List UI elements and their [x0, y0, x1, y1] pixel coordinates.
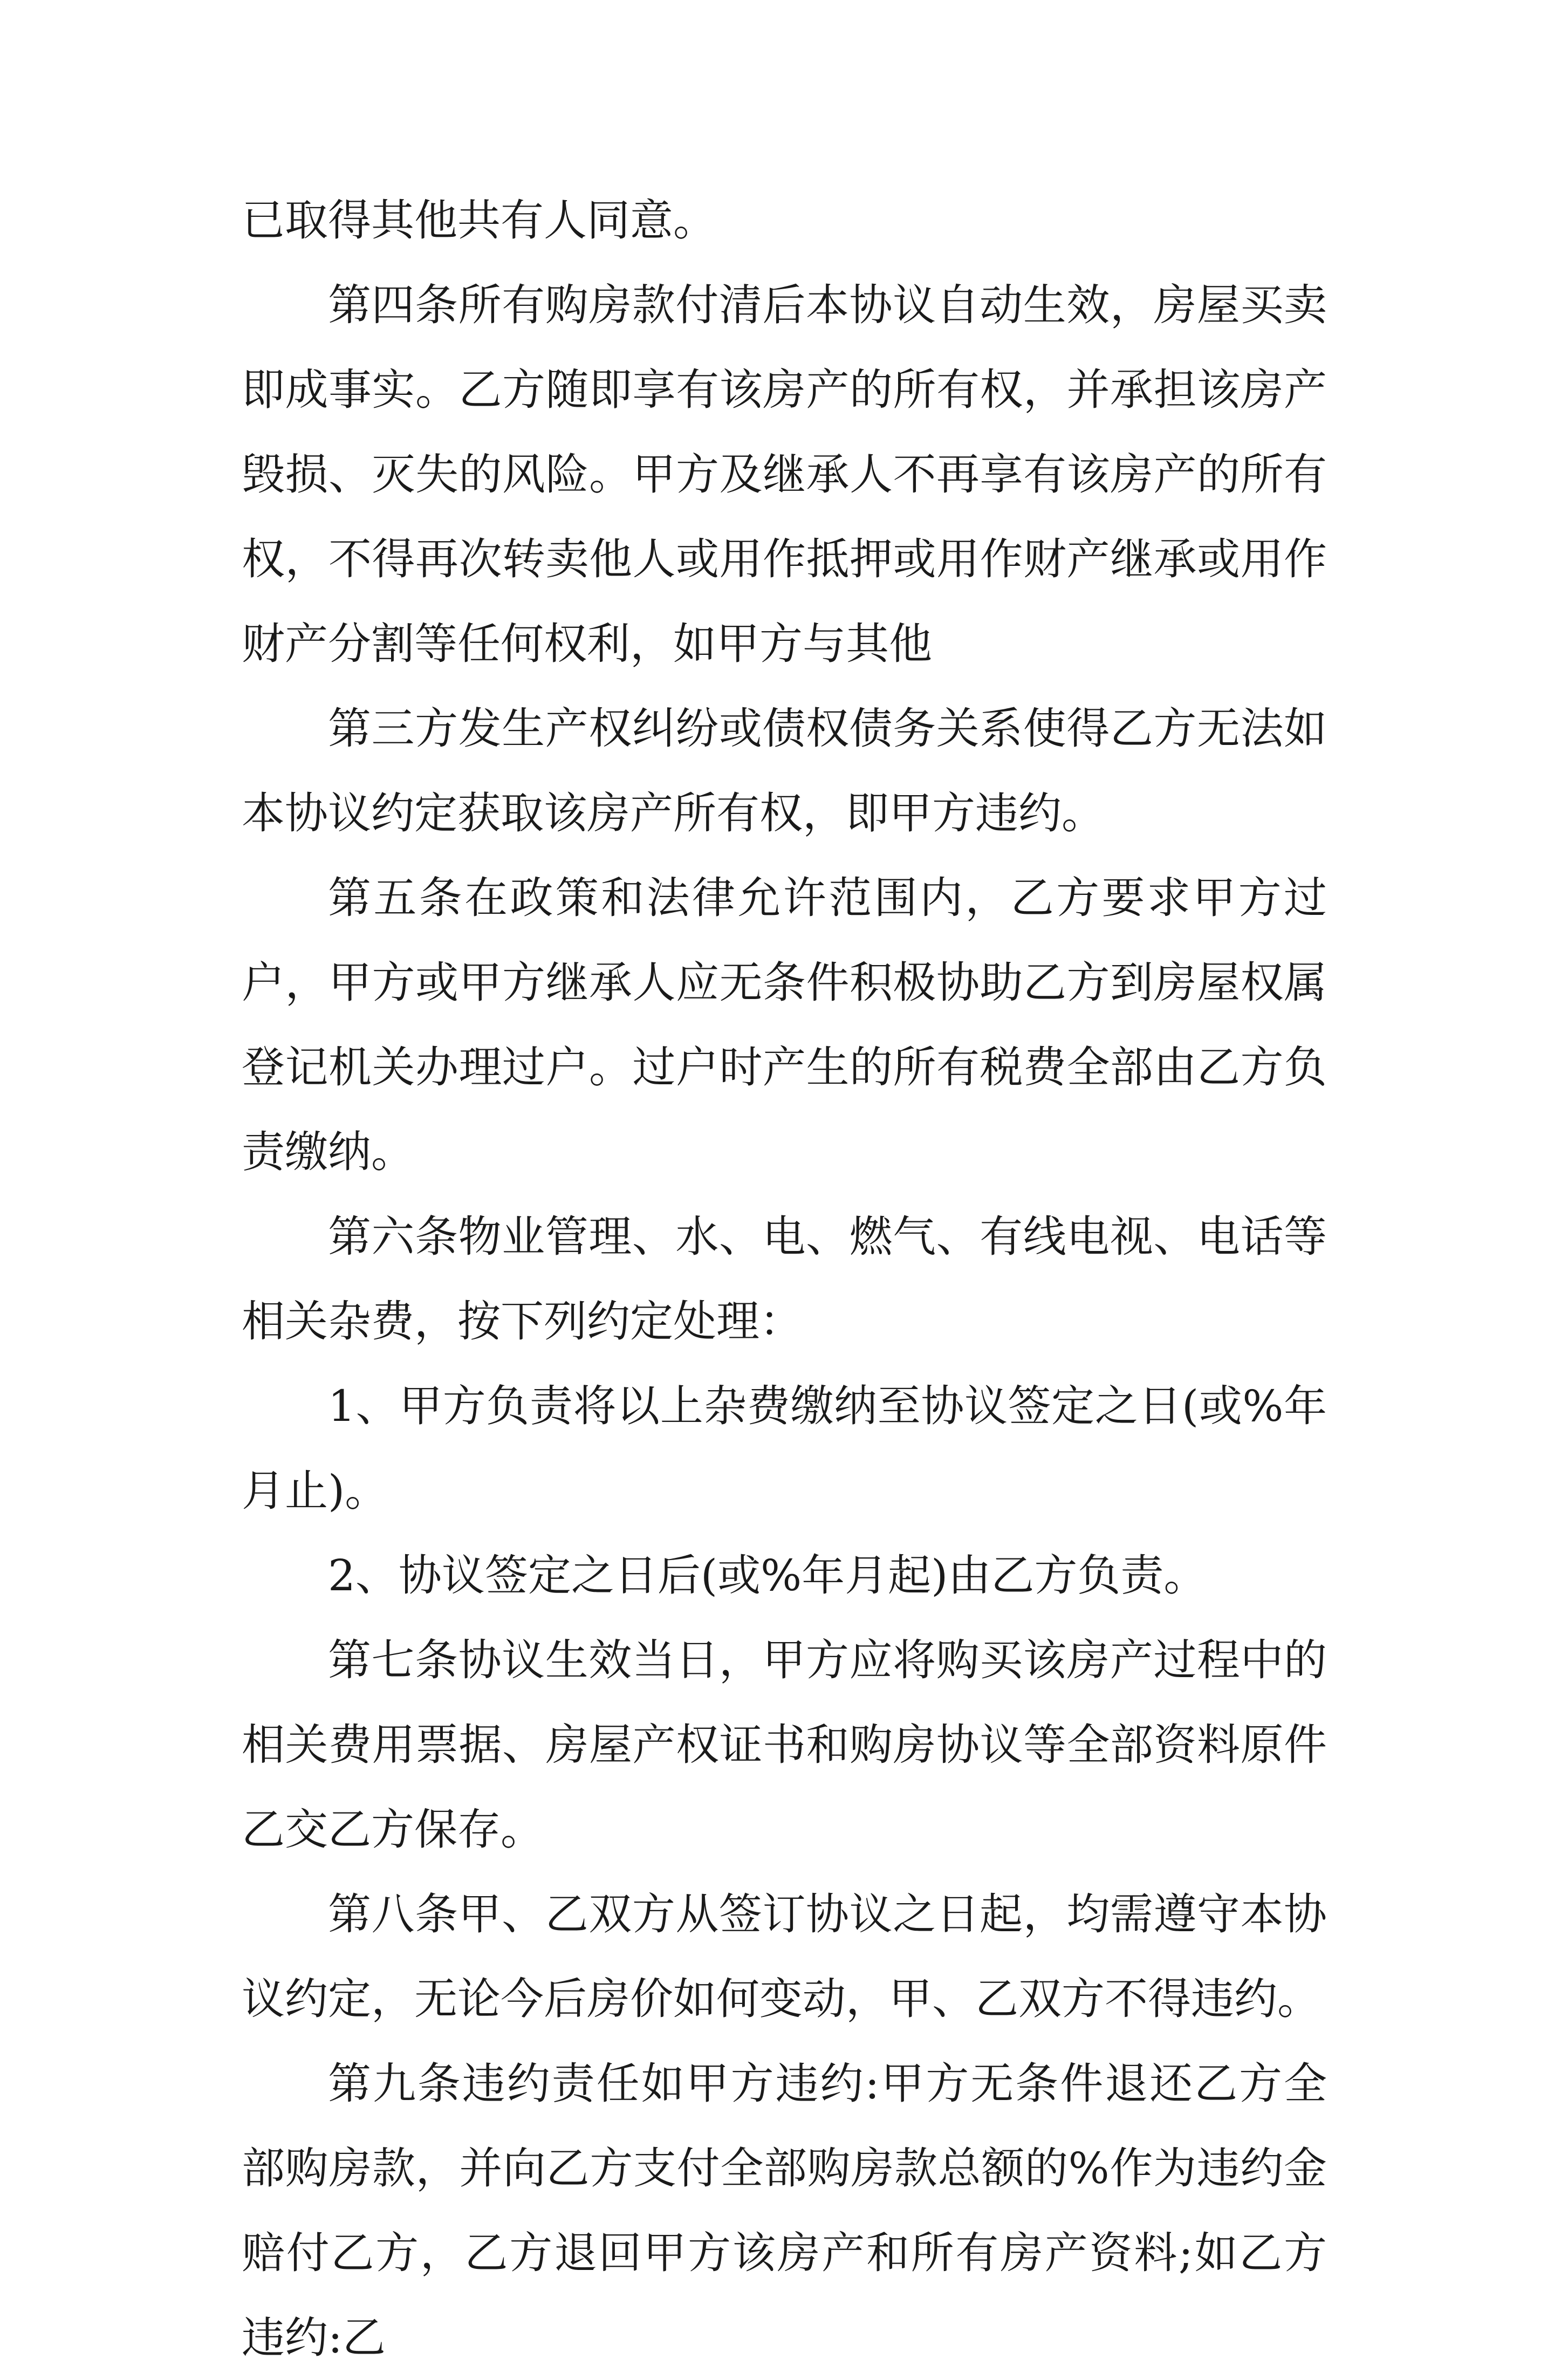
paragraph-article-7: 第七条协议生效当日，甲方应将购买该房产过程中的相关费用票据、房屋产权证书和购房协议等全部资料原件乙交乙方保存。 [242, 1635, 1327, 1855]
paragraph-article-6: 第六条物业管理、水、电、燃气、有线电视、电话等相关杂费，按下列约定处理： [242, 1212, 1327, 1346]
paragraph-third-party: 第三方发生产权纠纷或债权债务关系使得乙方无法如本协议约定获取该房产所有权，即甲方违约。 [242, 703, 1327, 838]
paragraph-continuation: 已取得其他共有人同意。 [242, 195, 716, 245]
paragraph-article-8: 第八条甲、乙双方从签订协议之日起，均需遵守本协议约定，无论今后房价如何变动，甲、乙双方不得违约。 [242, 1889, 1327, 2024]
paragraph-item-2: 2、协议签定之日后(或%年月起)由乙方负责。 [328, 1550, 1207, 1601]
document-body [242, 178, 1327, 2380]
paragraph-item-1: 1、甲方负责将以上杂费缴纳至协议签定之日(或%年月止)。 [242, 1381, 1327, 1516]
paragraph-article-4: 第四条所有购房款付清后本协议自动生效，房屋买卖即成事实。乙方随即享有该房产的所有权，并承担该房产毁损、灭失的风险。甲方及继承人不再享有该房产的所有权，不得再次转卖他人或用作抵押或用作财产继承或用作财产分割等任何权利，如甲方与其他 [242, 280, 1327, 669]
paragraph-article-5: 第五条在政策和法律允许范围内，乙方要求甲方过户，甲方或甲方继承人应无条件积极协助乙方到房屋权属登记机关办理过户。过户时产生的所有税费全部由乙方负责缴纳。 [242, 873, 1327, 1177]
paragraph-article-9: 第九条违约责任如甲方违约:甲方无条件退还乙方全部购房款，并向乙方支付全部购房款总额的%作为违约金赔付乙方，乙方退回甲方该房产和所有房产资料;如乙方违约:乙 [242, 2058, 1327, 2363]
